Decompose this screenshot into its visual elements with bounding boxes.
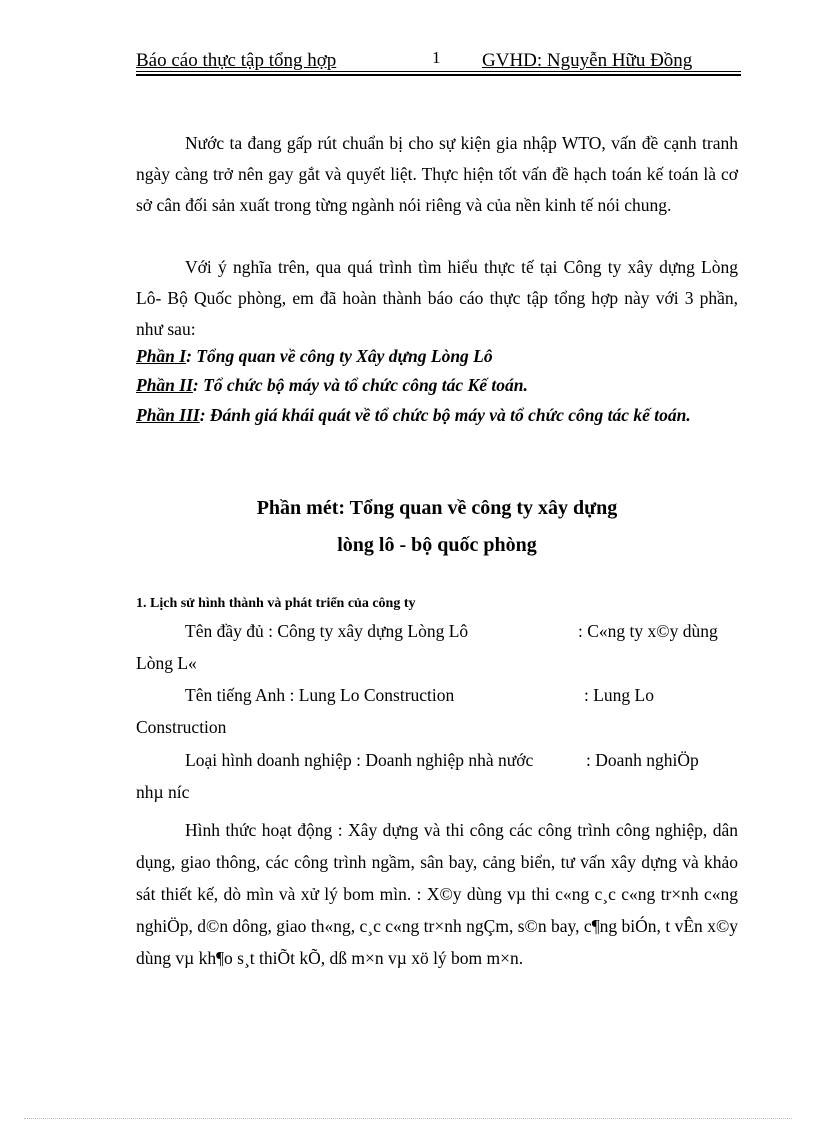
full-name-garbled-cont: Lòng L« [136,653,197,673]
part-1-text: : Tổng quan về công ty Xây dựng Lòng Lô [186,346,493,366]
full-name-row [136,621,738,652]
english-name-dup: : Lung Lo [584,685,654,705]
activity-paragraph: Hình thức hoạt động : Xây dựng và thi công các công trình công nghiệp, dân dụng, giao thông, các công trình ngầm, sân bay, cảng biển, tư vấn xây dựng và khảo sát thiết kế, dò mìn và xử lý bom mìn. : X©y dùng vµ thi c«ng c¸c c«ng tr×nh c«ng nghiÖp, d©n dông, giao th«ng, c¸c c«ng tr×nh ngÇm, s©n bay, c¶ng biÓn, t vÊn x©y dùng vµ kh¶o s¸t thiÕt kÕ, dß m×n vµ xö lý bom m×n. [136,820,738,968]
part-2-label: Phần II [136,375,193,395]
advisor-name: GVHD: Nguyễn Hữu Đồng [482,50,693,71]
company-type-garbled-cont: nhµ níc [136,782,190,802]
company-type-row [136,750,738,781]
subsection-heading: 1. Lịch sử hình thành và phát triển của công ty [136,596,416,611]
english-name-label: Tên tiếng Anh : Lung Lo Construction [185,685,455,705]
company-type-row-cont [136,782,738,813]
english-name-dup-cont: Construction [136,717,227,737]
report-title: Báo cáo thực tập tổng hợp [136,50,337,71]
full-name-label: Tên đầy đủ : Công ty xây dựng Lòng Lô [185,621,469,641]
full-name-garbled: : C«ng ty x©y dùng [578,621,718,641]
section-title-line-2: lòng lô - bộ quốc phòng [337,534,537,556]
company-type-label: Loại hình doanh nghiệp : Doanh nghiệp nhà nước [185,750,534,770]
part-2 [136,370,738,400]
intro-paragraph-1: Nước ta đang gấp rút chuẩn bị cho sự kiện gia nhập WTO, vấn đề cạnh tranh ngày càng trở nên gay gắt và quyết liệt. Thực hiện tốt vấn đề hạch toán kế toán là cơ sở cân đối sản xuất trong từng ngành nói riêng và của nền kinh tế nói chung. [136,133,738,215]
page-bottom-divider [24,1118,792,1119]
company-type-garbled: : Doanh nghiÖp [586,750,699,770]
header-rule [136,71,741,72]
part-3 [136,400,711,430]
english-name-row [136,685,738,716]
part-3-text: : Đánh giá khái quát về tổ chức bộ máy và tổ chức công tác kế toán. [199,405,691,425]
page-header [136,48,741,76]
part-3-label: Phần III [136,405,200,425]
english-name-row-cont [136,717,738,748]
part-1 [136,341,738,371]
part-1-label: Phần I [136,346,187,366]
part-2-text: : Tổ chức bộ máy và tổ chức công tác Kế toán. [192,375,528,395]
full-name-row-cont [136,653,738,684]
section-title-line-1: Phần mét: Tổng quan về công ty xây dựng [256,497,618,519]
intro-paragraph-2: Với ý nghĩa trên, qua quá trình tìm hiểu thực tế tại Công ty xây dựng Lòng Lô- Bộ Quốc phòng, em đã hoàn thành báo cáo thực tập tổng hợp này với 3 phần, như sau: [136,257,738,339]
page-number: 1 [432,48,441,67]
